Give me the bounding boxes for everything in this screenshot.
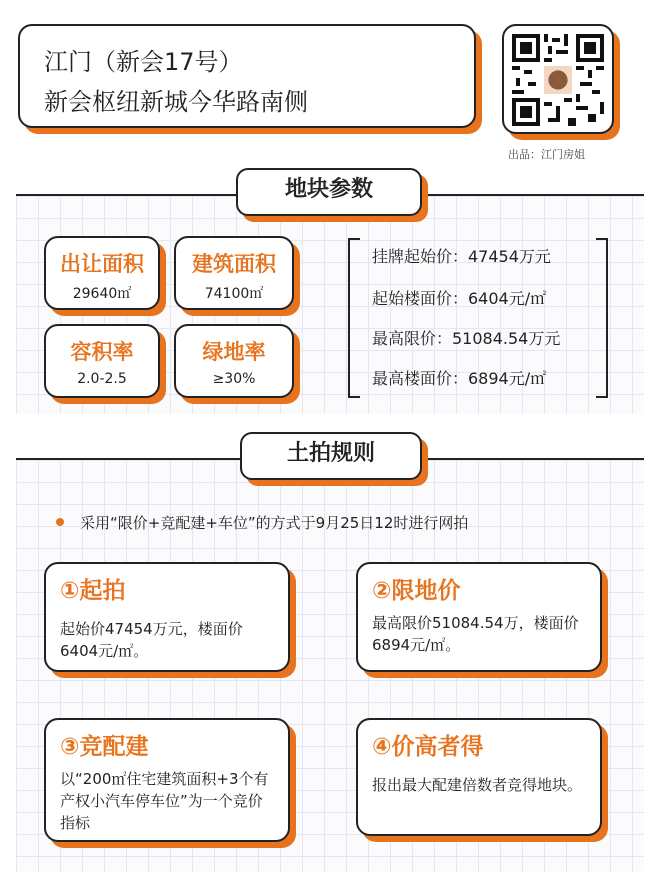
param-value: 74100㎡	[204, 286, 264, 302]
rule-title: ①起拍	[60, 578, 126, 604]
header-card	[18, 24, 476, 128]
header-line1: 江门（新会17号）	[44, 48, 243, 76]
rule-title: ③竞配建	[60, 734, 149, 760]
rule-text: 报出最大配建倍数者竞得地块。	[372, 776, 583, 794]
rule-card-bid-construction	[44, 718, 290, 842]
section-title-rules: 土拍规则	[240, 432, 422, 480]
param-value: 29640㎡	[72, 286, 132, 302]
bullet-dot-icon	[56, 518, 64, 526]
rule-text: 起始价47454万元，楼面价6404元/㎡。	[60, 620, 243, 660]
param-label: 容积率	[70, 340, 134, 364]
price-bracket-right	[596, 238, 608, 398]
header-line2: 新会枢纽新城今华路南侧	[44, 88, 308, 116]
rule-card-highest-wins	[356, 718, 602, 836]
qr-code-icon	[512, 34, 604, 126]
price-floor-start: 起始楼面价：6404元/㎡	[372, 289, 547, 308]
param-card-plot-ratio	[44, 324, 160, 398]
param-value: ≥30%	[212, 371, 256, 387]
qr-code-card	[502, 24, 614, 134]
param-label: 建筑面积	[192, 252, 276, 276]
price-listing-start: 挂牌起始价：47454万元	[372, 247, 551, 266]
source-credit: 出品：江门房姐	[508, 148, 585, 161]
param-card-green-ratio	[174, 324, 294, 398]
rule-title: ②限地价	[372, 578, 461, 604]
rule-text: 最高限价51084.54万，楼面价6894元/㎡。	[372, 614, 579, 654]
price-max-limit: 最高限价：51084.54万元	[372, 329, 561, 348]
price-max-floor: 最高楼面价：6894元/㎡	[372, 369, 547, 388]
param-card-building-area	[174, 236, 294, 310]
auction-method-text: 采用“限价+竞配建+车位”的方式于9月25日12时进行网拍	[80, 514, 469, 532]
rule-card-start	[44, 562, 290, 672]
param-label: 出让面积	[60, 252, 144, 276]
rule-title: ④价高者得	[372, 734, 484, 760]
param-value: 2.0-2.5	[77, 371, 127, 387]
price-bracket-left	[348, 238, 360, 398]
param-label: 绿地率	[202, 340, 266, 364]
section-title-params: 地块参数	[236, 168, 422, 216]
rule-text: 以“200㎡住宅建筑面积+3个有产权小汽车停车位”为一个竞价指标	[60, 770, 269, 832]
param-card-land-area	[44, 236, 160, 310]
rule-card-price-limit	[356, 562, 602, 672]
